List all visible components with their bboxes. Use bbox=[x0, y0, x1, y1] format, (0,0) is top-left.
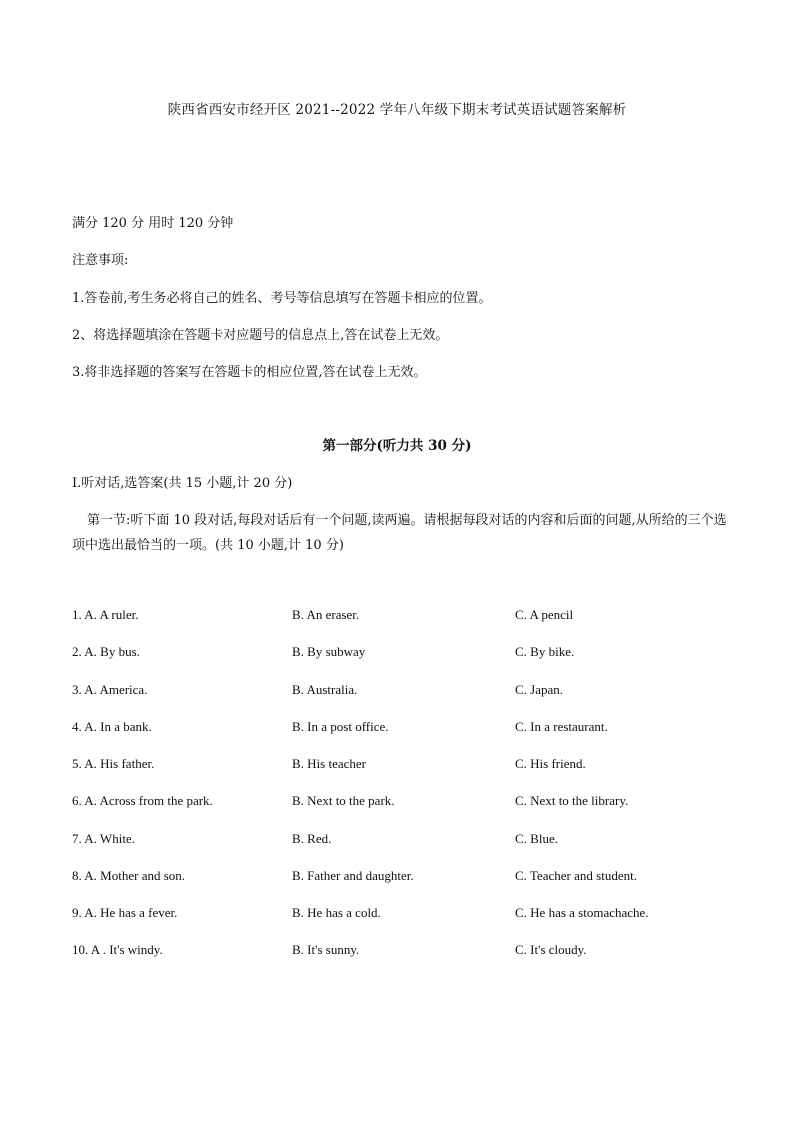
option-b: B. It's sunny. bbox=[292, 942, 360, 957]
option-b: B. An eraser. bbox=[292, 607, 360, 622]
option-b: B. Red. bbox=[292, 831, 332, 846]
option-a: 1. A. A ruler. bbox=[72, 607, 139, 622]
option-c: C. In a restaurant. bbox=[515, 719, 608, 734]
question-row bbox=[72, 831, 732, 851]
option-a: 4. A. In a bank. bbox=[72, 719, 152, 734]
option-c: C. Teacher and student. bbox=[515, 868, 637, 883]
option-c: C. By bike. bbox=[515, 644, 575, 659]
option-a: 6. A. Across from the park. bbox=[72, 793, 213, 808]
part-heading: 第一部分(听力共 30 分) bbox=[322, 438, 472, 454]
option-c: C. Next to the library. bbox=[515, 793, 629, 808]
note-item-1: 1.答卷前,考生务必将自己的姓名、考号等信息填写在答题卡相应的位置。 bbox=[72, 291, 492, 306]
question-row bbox=[72, 644, 732, 664]
question-row bbox=[72, 942, 732, 962]
note-item-2: 2、将选择题填涂在答题卡对应题号的信息点上,答在试卷上无效。 bbox=[72, 328, 449, 343]
section-heading: I.听对话,选答案(共 15 小题,计 20 分) bbox=[72, 476, 293, 491]
question-row bbox=[72, 682, 732, 702]
option-a: 10. A . It's windy. bbox=[72, 942, 163, 957]
option-a: 8. A. Mother and son. bbox=[72, 868, 186, 883]
question-row bbox=[72, 868, 732, 888]
document-title: 陕西省西安市经开区 2021--2022 学年八年级下期末考试英语试题答案解析 bbox=[167, 102, 627, 118]
option-b: B. Father and daughter. bbox=[292, 868, 414, 883]
question-row bbox=[72, 607, 732, 627]
option-a: 9. A. He has a fever. bbox=[72, 905, 178, 920]
option-c: C. His friend. bbox=[515, 756, 586, 771]
option-c: C. Japan. bbox=[515, 682, 564, 697]
option-b: B. Australia. bbox=[292, 682, 358, 697]
option-c: C. Blue. bbox=[515, 831, 558, 846]
note-item-3: 3.将非选择题的答案写在答题卡的相应位置,答在试卷上无效。 bbox=[72, 365, 427, 380]
option-c: C. It's cloudy. bbox=[515, 942, 587, 957]
question-row bbox=[72, 793, 732, 813]
option-a: 7. A. White. bbox=[72, 831, 135, 846]
option-b: B. Next to the park. bbox=[292, 793, 395, 808]
option-a: 2. A. By bus. bbox=[72, 644, 140, 659]
question-row bbox=[72, 756, 732, 776]
option-c: C. He has a stomachache. bbox=[515, 905, 649, 920]
score-time-info: 满分 120 分 用时 120 分钟 bbox=[72, 216, 234, 231]
question-row bbox=[72, 905, 732, 925]
option-b: B. In a post office. bbox=[292, 719, 389, 734]
option-a: 3. A. America. bbox=[72, 682, 148, 697]
option-b: B. By subway bbox=[292, 644, 366, 659]
option-b: B. He has a cold. bbox=[292, 905, 381, 920]
option-b: B. His teacher bbox=[292, 756, 367, 771]
question-row bbox=[72, 719, 732, 739]
section-instructions: 第一节:听下面 10 段对话,每段对话后有一个问题,读两遍。请根据每段对话的内容和后面的问题,从所给的三个选项中选出最恰当的一项。(共 10 小题,计 10 分) bbox=[72, 513, 727, 553]
option-a: 5. A. His father. bbox=[72, 756, 155, 771]
option-c: C. A pencil bbox=[515, 607, 574, 622]
notes-heading: 注意事项: bbox=[72, 253, 129, 268]
